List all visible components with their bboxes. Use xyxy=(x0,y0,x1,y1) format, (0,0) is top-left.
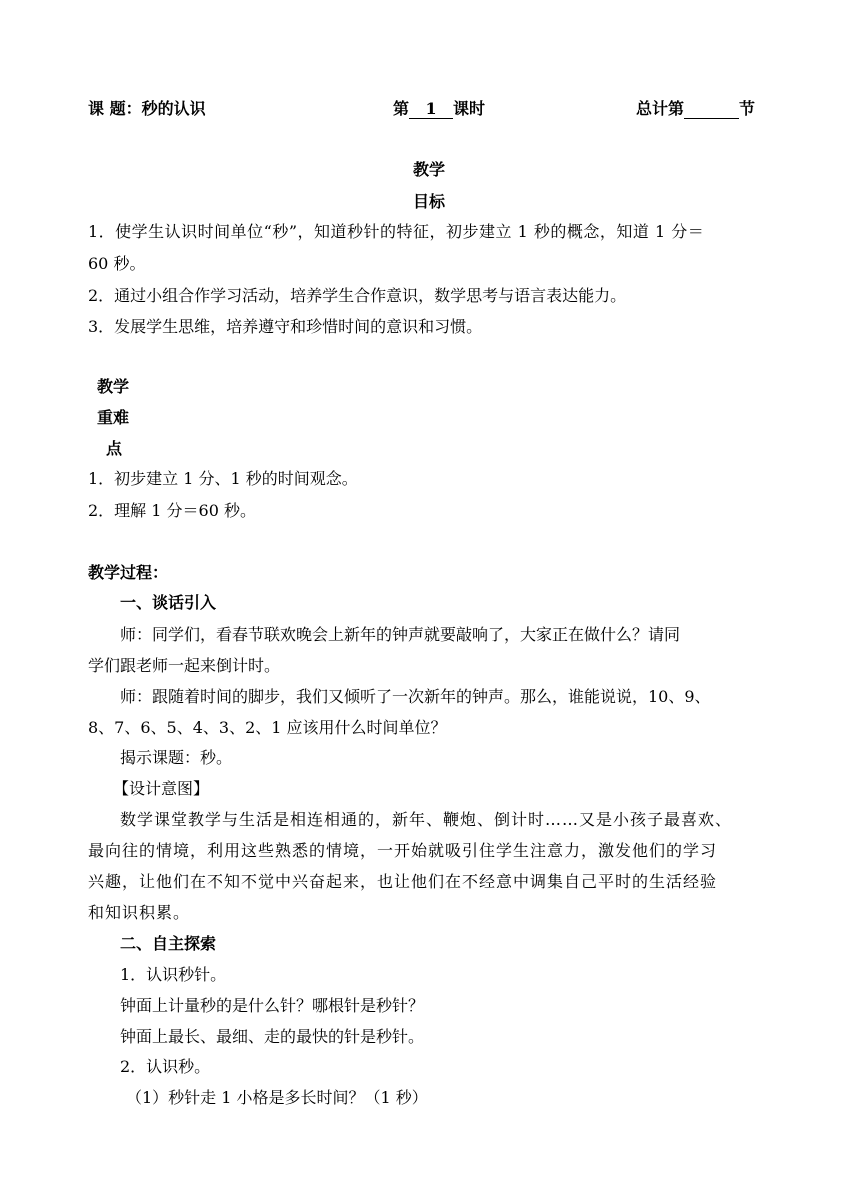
lesson-number: 1 xyxy=(409,99,453,119)
s2-line-4: 2．认识秒。 xyxy=(120,1057,211,1076)
section2-title: 二、自主探索 xyxy=(120,934,217,953)
s2-line-1: 1．认识秒针。 xyxy=(120,965,227,984)
keypoints-heading-3: 点 xyxy=(106,439,123,458)
design-line-1: 数学课堂教学与生活是相连相通的，新年、鞭炮、倒计时……又是小孩子最喜欢、 xyxy=(120,810,733,829)
s2-line-3: 钟面上最长、最细、走的最快的针是秒针。 xyxy=(120,1027,425,1046)
goal-item-3: 3．发展学生思维，培养遵守和珍惜时间的意识和习惯。 xyxy=(88,317,483,336)
total-prefix: 总计第 xyxy=(636,99,685,118)
design-line-3: 兴趣，让他们在不知不觉中兴奋起来，也让他们在不经意中调集自己平时的生活经验 xyxy=(88,872,718,891)
total-blank xyxy=(684,100,739,119)
goal-item-2: 2．通过小组合作学习活动，培养学生合作意识，数学思考与语言表达能力。 xyxy=(88,286,627,305)
s1-paragraph1-line1: 师：同学们，看春节联欢晚会上新年的钟声就要敲响了，大家正在做什么？请同 xyxy=(120,625,681,644)
design-line-2: 最向往的情境，利用这些熟悉的情境，一开始就吸引住学生注意力，激发他们的学习 xyxy=(88,841,718,860)
s2-line-2: 钟面上计量秒的是什么针？哪根针是秒针？ xyxy=(120,996,425,1015)
design-intent-label: 【设计意图】 xyxy=(113,779,210,798)
goal-item-1a: 1．使学生认识时间单位“秒”，知道秒针的特征，初步建立 1 秒的概念，知道 1 分＝ xyxy=(88,222,705,241)
lesson-count xyxy=(393,96,485,119)
keypoints-heading-2: 重难 xyxy=(97,408,130,427)
design-line-4: 和知识积累。 xyxy=(88,903,191,922)
topic-title: 课 题：秒的认识 xyxy=(88,99,206,118)
total-suffix: 节 xyxy=(739,99,756,118)
goals-heading-2: 目标 xyxy=(413,192,446,211)
s1-paragraph2-line1: 师：跟随着时间的脚步，我们又倾听了一次新年的钟声。那么，谁能说说，10、9、 xyxy=(120,687,711,706)
keypoint-item-2: 2．理解 1 分＝60 秒。 xyxy=(88,501,256,520)
process-heading: 教学过程： xyxy=(88,563,169,582)
s1-paragraph2-line2: 8、7、6、5、4、3、2、1 应该用什么时间单位？ xyxy=(88,718,447,737)
lesson-prefix: 第 xyxy=(393,99,410,118)
section1-title: 一、谈话引入 xyxy=(120,593,217,612)
s1-paragraph1-line2: 学们跟老师一起来倒计时。 xyxy=(88,656,281,675)
goals-heading-1: 教学 xyxy=(413,160,446,179)
keypoint-item-1: 1．初步建立 1 分、1 秒的时间观念。 xyxy=(88,469,358,488)
total-count xyxy=(636,96,755,119)
s2-question-1: （1）秒针走 1 小格是多长时间？（1 秒） xyxy=(126,1088,428,1107)
goal-item-1b: 60 秒。 xyxy=(88,254,146,273)
lesson-suffix: 课时 xyxy=(453,99,486,118)
keypoints-heading-1: 教学 xyxy=(97,377,130,396)
s1-reveal-topic: 揭示课题：秒。 xyxy=(120,748,233,767)
